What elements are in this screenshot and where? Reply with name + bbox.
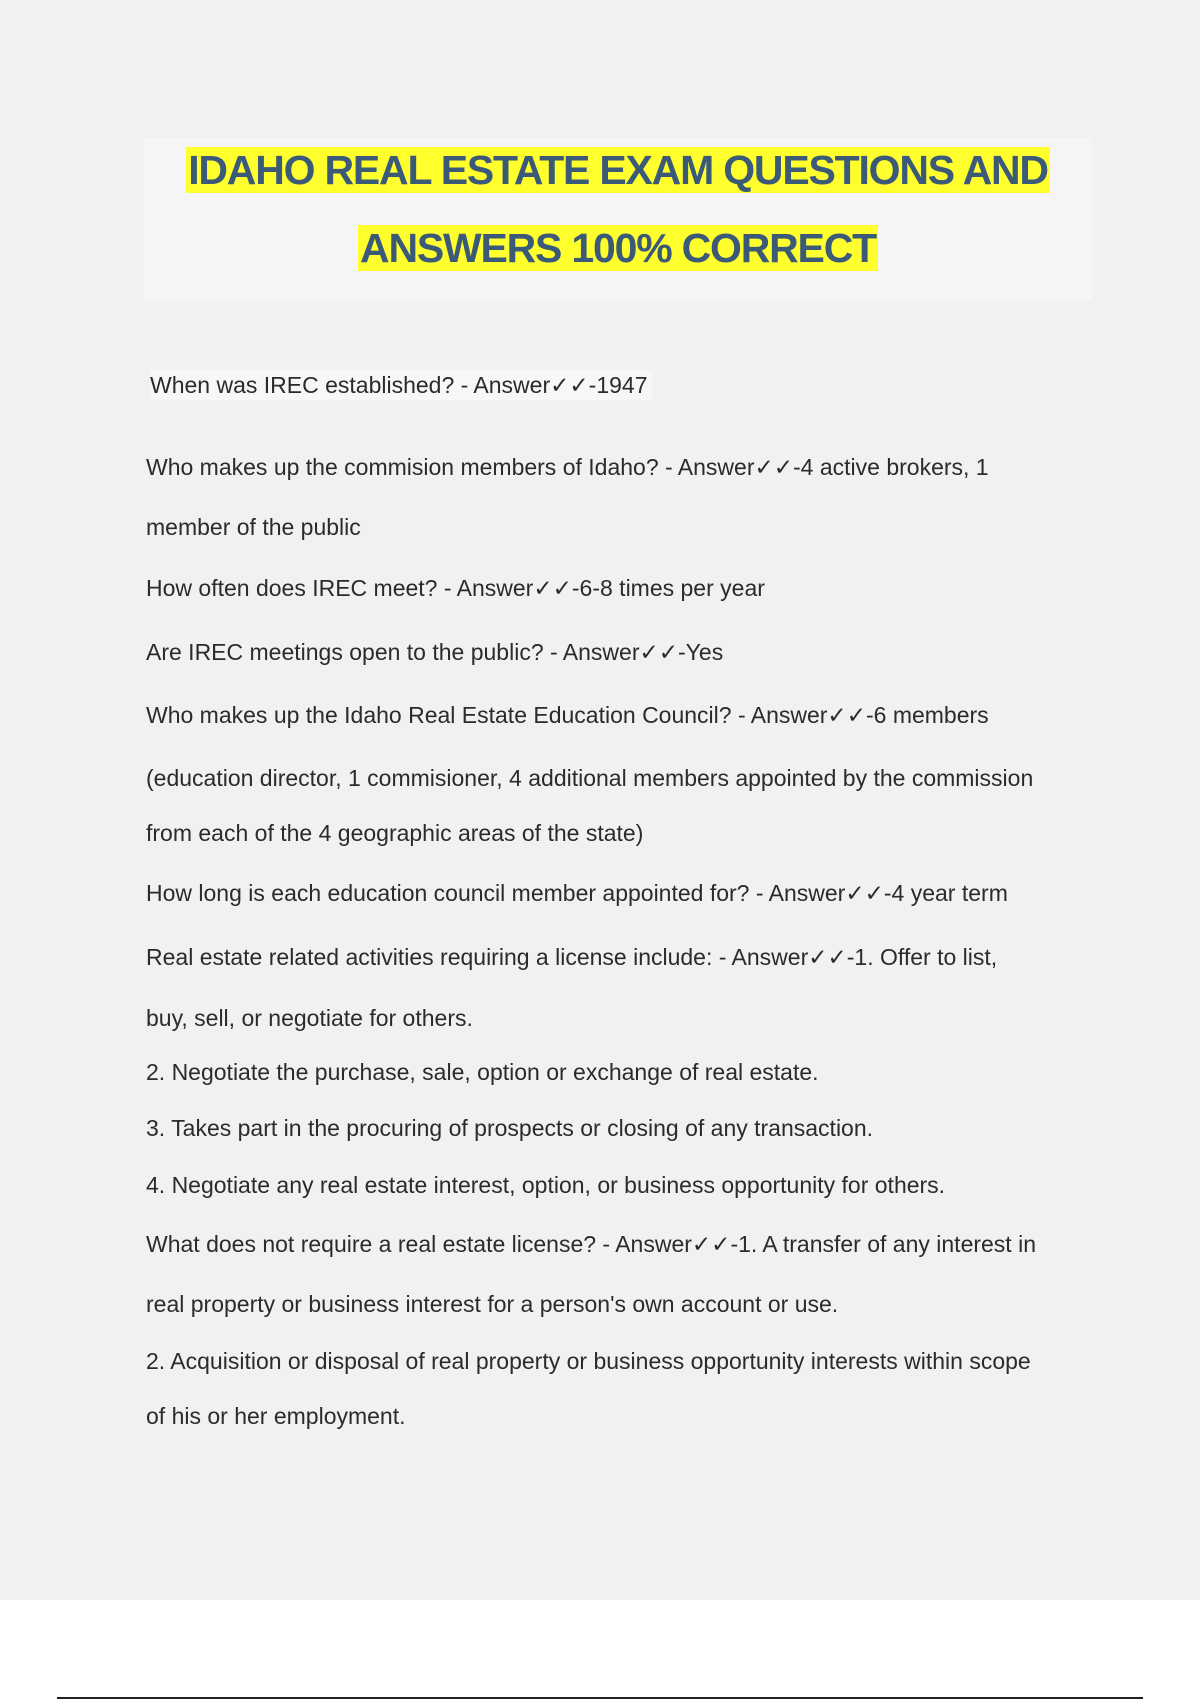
qa-line: member of the public (146, 514, 361, 540)
qa-line: buy, sell, or negotiate for others. (146, 1005, 473, 1031)
qa-line: Real estate related activities requiring a license include: - Answer✓✓-1. Offer to list, (146, 944, 998, 970)
qa-line: What does not require a real estate license? - Answer✓✓-1. A transfer of any interest in (146, 1231, 1036, 1257)
qa-line: Who makes up the commision members of Idaho? - Answer✓✓-4 active brokers, 1 (146, 454, 989, 480)
title-line-1: IDAHO REAL ESTATE EXAM QUESTIONS AND (188, 147, 1048, 193)
qa-line: How often does IREC meet? - Answer✓✓-6-8 times per year (146, 575, 765, 601)
qa-line: 3. Takes part in the procuring of prospects or closing of any transaction. (146, 1115, 874, 1141)
qa-line: real property or business interest for a person's own account or use. (146, 1291, 839, 1317)
qa-line: When was IREC established? - Answer✓✓-1947 (150, 370, 652, 400)
qa-line: 2. Negotiate the purchase, sale, option or exchange of real estate. (146, 1059, 819, 1085)
qa-line: Are IREC meetings open to the public? - Answer✓✓-Yes (146, 639, 724, 665)
qa-line: 4. Negotiate any real estate interest, option, or business opportunity for others. (146, 1172, 946, 1198)
qa-line: from each of the 4 geographic areas of the state) (146, 820, 644, 846)
qa-line: 2. Acquisition or disposal of real property or business opportunity interests within scope (146, 1348, 1031, 1374)
document-title (144, 138, 1092, 300)
qa-line: of his or her employment. (146, 1403, 406, 1429)
qa-line: Who makes up the Idaho Real Estate Education Council? - Answer✓✓-6 members (146, 702, 989, 728)
title-line-2: ANSWERS 100% CORRECT (360, 225, 876, 271)
footer-divider (57, 1697, 1143, 1699)
qa-line: How long is each education council member appointed for? - Answer✓✓-4 year term (146, 880, 1008, 906)
qa-line: (education director, 1 commisioner, 4 additional members appointed by the commission (146, 765, 1034, 791)
